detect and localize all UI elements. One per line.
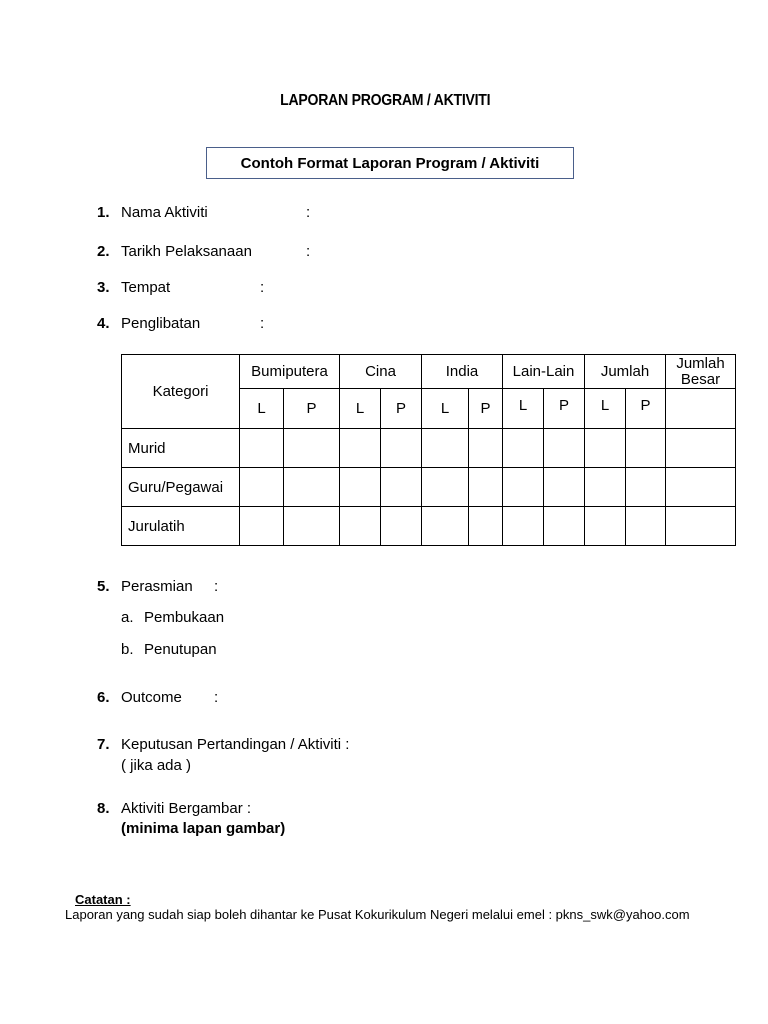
item-colon: : <box>306 243 311 260</box>
aktiviti-bergambar-note: (minima lapan gambar) <box>121 820 286 837</box>
group-header-cina: Cina <box>340 355 422 389</box>
item-label: Outcome <box>121 689 182 706</box>
item-number: 4. <box>97 315 110 332</box>
sub-header-l: L <box>340 389 381 429</box>
table-cell <box>284 429 340 468</box>
row-label: Jurulatih <box>122 507 240 546</box>
table-row-murid <box>122 429 736 468</box>
perasmian-sub-pembukaan <box>121 609 224 626</box>
item-number: 2. <box>97 243 110 260</box>
sub-header-p: P <box>381 389 422 429</box>
table-header-row <box>122 355 736 389</box>
table-row-guru <box>122 468 736 507</box>
sub-header-p: P <box>626 389 666 429</box>
sub-letter: a. <box>121 609 134 626</box>
item-label: Penglibatan <box>121 315 201 332</box>
table-cell <box>544 468 585 507</box>
table-cell <box>503 429 544 468</box>
table-cell <box>544 507 585 546</box>
item-colon: : <box>260 315 265 332</box>
sub-letter: b. <box>121 641 134 658</box>
table-cell <box>340 468 381 507</box>
item-colon: : <box>214 689 219 706</box>
item-label: Tarikh Pelaksanaan <box>121 243 252 260</box>
table-cell <box>340 507 381 546</box>
perasmian-sub-penutupan <box>121 641 217 658</box>
table-cell <box>240 507 284 546</box>
sub-header-p: P <box>469 389 503 429</box>
group-header-jumlah: Jumlah <box>585 355 666 389</box>
item-colon: : <box>260 279 265 296</box>
table-cell <box>422 429 469 468</box>
item-number: 1. <box>97 204 110 221</box>
item-label: Keputusan Pertandingan / Aktiviti : <box>121 736 350 753</box>
sub-header-l: L <box>240 389 284 429</box>
keputusan-note: ( jika ada ) <box>121 757 192 774</box>
row-label: Murid <box>122 429 240 468</box>
sub-header-p: P <box>284 389 340 429</box>
sub-header-l: L <box>585 389 626 429</box>
table-cell <box>585 507 626 546</box>
table-row-jurulatih <box>122 507 736 546</box>
table-cell <box>340 429 381 468</box>
table-cell <box>422 468 469 507</box>
item-colon: : <box>306 204 311 221</box>
table-cell <box>422 507 469 546</box>
document-title: LAPORAN PROGRAM / AKTIVITI <box>280 92 491 109</box>
group-header-lain-lain: Lain-Lain <box>503 355 585 389</box>
table-cell <box>381 468 422 507</box>
item-number: 6. <box>97 689 110 706</box>
item-label: Tempat <box>121 279 171 296</box>
table-cell <box>469 429 503 468</box>
table-cell <box>469 468 503 507</box>
group-header-india: India <box>422 355 503 389</box>
sub-label: Penutupan <box>144 641 217 658</box>
jumlah-besar-line1: Jumlah <box>676 354 725 372</box>
table-cell <box>585 468 626 507</box>
table-cell <box>626 468 666 507</box>
item-number: 5. <box>97 578 110 595</box>
catatan-text: Laporan yang sudah siap boleh dihantar ke Pusat Kokurikulum Negeri melalui emel : pkns_swk@yahoo.com <box>65 907 690 922</box>
sub-header-l: L <box>503 389 544 429</box>
table-cell <box>503 507 544 546</box>
item-label: Nama Aktiviti <box>121 204 208 221</box>
item-label: Perasmian <box>121 578 193 595</box>
table-cell <box>626 429 666 468</box>
table-cell <box>626 507 666 546</box>
penglibatan-table <box>121 354 736 546</box>
jumlah-besar-header <box>666 355 736 389</box>
item-number: 3. <box>97 279 110 296</box>
kategori-header: Kategori <box>122 355 240 429</box>
table-cell <box>585 429 626 468</box>
format-subtitle: Contoh Format Laporan Program / Aktiviti <box>240 154 540 172</box>
table-cell <box>544 429 585 468</box>
item-label: Aktiviti Bergambar : <box>121 800 252 817</box>
format-subtitle-box <box>206 147 574 179</box>
sub-header-p: P <box>544 389 585 429</box>
catatan-title: Catatan : <box>75 892 131 907</box>
table-cell <box>469 507 503 546</box>
item-colon: : <box>214 578 219 595</box>
table-cell <box>240 468 284 507</box>
item-number: 7. <box>97 736 110 753</box>
table-cell <box>381 429 422 468</box>
item-number: 8. <box>97 800 110 817</box>
table-cell <box>284 507 340 546</box>
empty-cell <box>666 389 736 429</box>
group-header-bumiputera: Bumiputera <box>240 355 340 389</box>
table-cell <box>666 468 736 507</box>
table-cell <box>503 468 544 507</box>
table-cell <box>381 507 422 546</box>
row-label: Guru/Pegawai <box>122 468 240 507</box>
table-cell <box>284 468 340 507</box>
sub-label: Pembukaan <box>144 609 225 626</box>
sub-header-l: L <box>422 389 469 429</box>
table-cell <box>666 429 736 468</box>
table-cell <box>240 429 284 468</box>
table-cell <box>666 507 736 546</box>
jumlah-besar-line2: Besar <box>680 370 721 388</box>
